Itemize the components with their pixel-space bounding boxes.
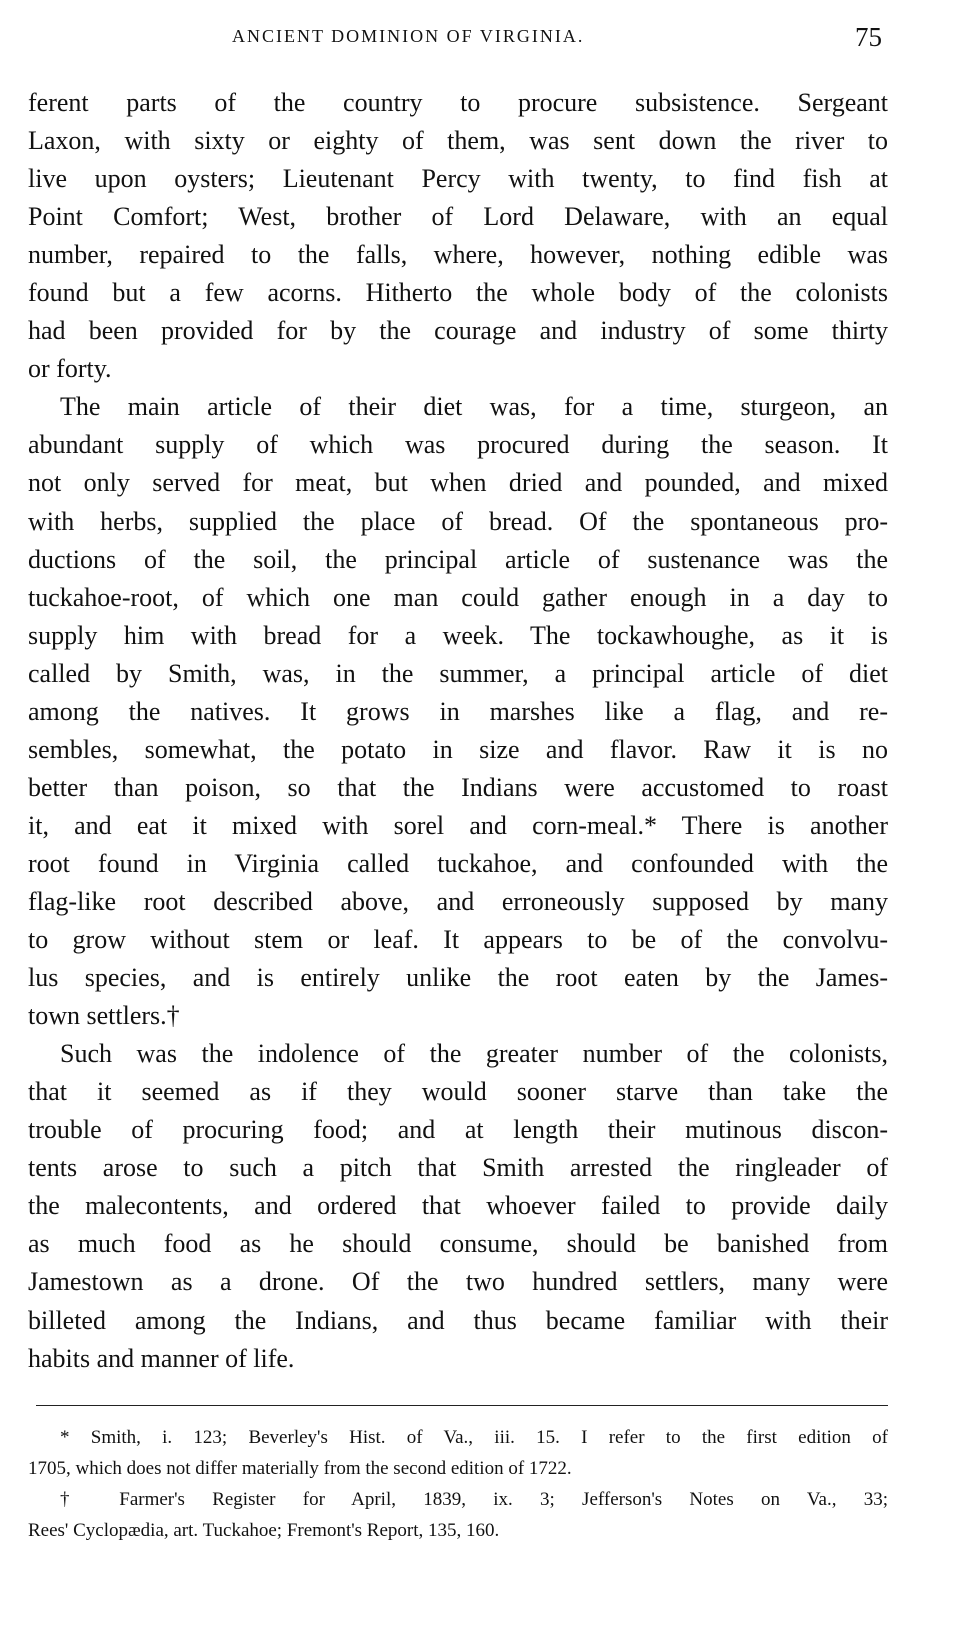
text-line: tents arose to such a pitch that Smith arrested the ringleader of bbox=[28, 1153, 888, 1183]
text-line: live upon oysters; Lieutenant Percy with twenty, to find fish at bbox=[28, 164, 888, 194]
text-line: the malecontents, and ordered that whoever failed to provide daily bbox=[28, 1191, 888, 1221]
text-line: lus species, and is entirely unlike the root eaten by the James- bbox=[28, 963, 888, 993]
text-line: had been provided for by the courage and industry of some thirty bbox=[28, 316, 888, 346]
text-line: better than poison, so that the Indians were accustomed to roast bbox=[28, 772, 888, 802]
paragraph bbox=[28, 84, 888, 388]
text-line: † Farmer's Register for April, 1839, ix. 3; Jefferson's Notes on Va., 33; bbox=[60, 1489, 888, 1510]
footnote-divider bbox=[36, 1405, 888, 1406]
text-line: or forty. bbox=[28, 354, 112, 384]
body-text bbox=[28, 84, 888, 1378]
text-line: found but a few acorns. Hitherto the whole body of the colonists bbox=[28, 278, 888, 308]
page-number: 75 bbox=[855, 22, 882, 52]
text-line: trouble of procuring food; and at length their mutinous discon- bbox=[28, 1115, 888, 1145]
page-header bbox=[0, 22, 969, 56]
text-line: it, and eat it mixed with sorel and corn-meal.* There is another bbox=[28, 810, 888, 840]
text-line: root found in Virginia called tuckahoe, and confounded with the bbox=[28, 848, 888, 878]
text-line: that it seemed as if they would sooner starve than take the bbox=[28, 1077, 888, 1107]
text-line: to grow without stem or leaf. It appears to be of the convolvu- bbox=[28, 925, 888, 955]
text-line: tuckahoe-root, of which one man could gather enough in a day to bbox=[28, 582, 888, 612]
paragraph bbox=[28, 1035, 888, 1377]
footnotes bbox=[28, 1422, 888, 1546]
paragraph bbox=[28, 388, 888, 1035]
text-line: ferent parts of the country to procure subsistence. Sergeant bbox=[28, 88, 888, 117]
text-line: ductions of the soil, the principal article of sustenance was the bbox=[28, 544, 888, 574]
text-line: called by Smith, was, in the summer, a principal article of diet bbox=[28, 658, 888, 688]
text-line: supply him with bread for a week. The tockawhoughe, as it is bbox=[28, 620, 888, 650]
footnote bbox=[28, 1422, 888, 1484]
text-line: sembles, somewhat, the potato in size and flavor. Raw it is no bbox=[28, 734, 888, 764]
text-line: billeted among the Indians, and thus became familiar with their bbox=[28, 1305, 888, 1335]
text-line: with herbs, supplied the place of bread. Of the spontaneous pro- bbox=[28, 506, 888, 536]
footnote bbox=[28, 1484, 888, 1546]
text-line: habits and manner of life. bbox=[28, 1343, 295, 1373]
running-title: ANCIENT DOMINION OF VIRGINIA. bbox=[232, 26, 585, 46]
text-line: The main article of their diet was, for a time, sturgeon, an bbox=[60, 392, 888, 422]
text-line: Jamestown as a drone. Of the two hundred settlers, many were bbox=[28, 1267, 888, 1297]
text-line: not only served for meat, but when dried and pounded, and mixed bbox=[28, 468, 888, 498]
text-line: Rees' Cyclopædia, art. Tuckahoe; Fremont's Report, 135, 160. bbox=[28, 1520, 500, 1541]
text-line: * Smith, i. 123; Beverley's Hist. of Va., iii. 15. I refer to the first edition of bbox=[60, 1427, 888, 1448]
text-line: as much food as he should consume, should be banished from bbox=[28, 1229, 888, 1259]
text-line: flag-like root described above, and erroneously supposed by many bbox=[28, 886, 888, 916]
text-line: 1705, which does not differ materially from the second edition of 1722. bbox=[28, 1458, 572, 1479]
text-line: number, repaired to the falls, where, however, nothing edible was bbox=[28, 240, 888, 270]
text-line: Laxon, with sixty or eighty of them, was sent down the river to bbox=[28, 126, 888, 156]
text-line: Such was the indolence of the greater number of the colonists, bbox=[60, 1039, 888, 1069]
text-line: town settlers.† bbox=[28, 1001, 180, 1031]
text-line: abundant supply of which was procured during the season. It bbox=[28, 430, 888, 460]
text-line: Point Comfort; West, brother of Lord Delaware, with an equal bbox=[28, 202, 888, 232]
text-line: among the natives. It grows in marshes like a flag, and re- bbox=[28, 696, 888, 726]
